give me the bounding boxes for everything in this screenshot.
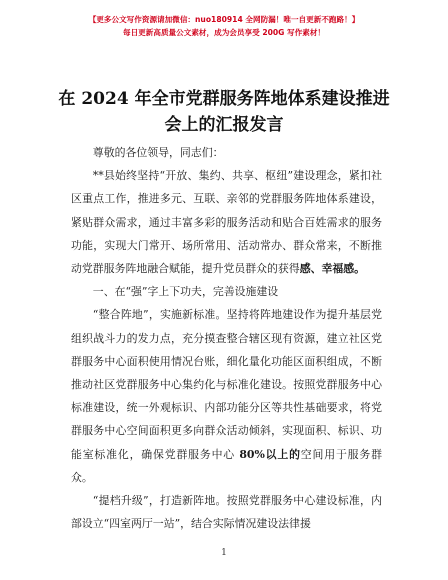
paragraph-upgrade-positions <box>71 489 382 535</box>
paragraph-text: 按照党群服务中心建设标准，内部设立“四室两厅一站”，结合实际情况建设法律援 <box>71 494 382 531</box>
promo-banner <box>0 13 448 39</box>
paragraph-lead: “提档升级”，打造新阵地。 <box>92 494 227 508</box>
paragraph-lead: “整合阵地”，实施新标准。 <box>92 308 227 322</box>
intro-text: **县始终坚持“开放、集约、共享、枢纽”建设理念，紧扣社区重点工作，推进多元、互联、亲邻的党群服务阵地体系建设，紧贴群众需求，通过丰富多彩的服务活动和贴合百姓需求的服务功能，实现大门常开、场所常用、活动常办、群众常来，不断推动党群服务阵地融合赋能，提升党员群众的获得 <box>71 169 382 276</box>
document-title: 在 2024 年全市党群服务阵地体系建设推进会上的汇报发言 <box>58 89 390 135</box>
intro-paragraph <box>71 164 382 280</box>
paragraph-bold-text: 80%以上的 <box>239 447 301 461</box>
section-1-heading: 一、在“强”字上下功夫，完善设施建设 <box>92 285 279 299</box>
document-body <box>71 141 382 535</box>
promo-banner-line-2: 每日更新高质量公文素材，成为会员享受 200G 写作素材！ <box>122 28 326 37</box>
page-number: 1 <box>221 548 227 558</box>
promo-banner-line-1: 【更多公文写作资源请加微信：nuo180914 全网防漏！唯一自更新不跑路！】 <box>88 15 360 24</box>
intro-bold-text: 感、幸福感。 <box>299 262 366 276</box>
paragraph-integrate-positions <box>71 303 382 489</box>
paragraph-tail: 空间用于服务群众。 <box>71 447 382 484</box>
salutation: 尊敬的各位领导，同志们： <box>92 146 224 159</box>
paragraph-text: 坚持将阵地建设作为提升基层党组织战斗力的发力点，充分摸查整合辖区现有资源，建立社区党群服务中心面积使用情况台账，细化量化功能区面积组成，不断推动社区党群服务中心集约化与标准化建设。按照党群服务中心标准建设，统一外观标识、内部功能分区等共性基础要求，将党群服务中心空间面积更多向群众活动倾斜，实现面积、标识、功能室标准化，确保党群服务中心 <box>71 308 382 461</box>
